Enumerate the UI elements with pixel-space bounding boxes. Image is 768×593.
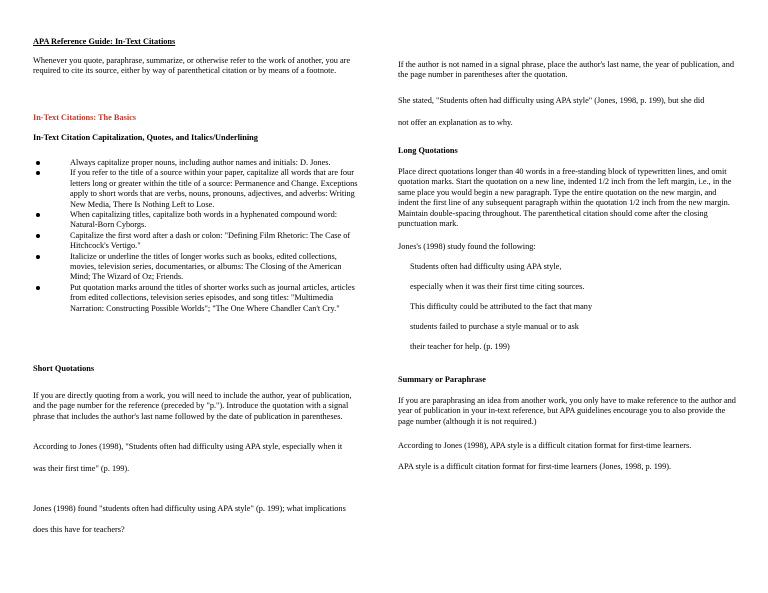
list-item: Capitalize the first word after a dash or colon: "Defining Film Rhetoric: The Case of Hitchcock's Vertigo." [33, 231, 363, 252]
list-item: When capitalizing titles, capitalize both words in a hyphenated compound word: Natural-Born Cyborgs. [33, 210, 363, 231]
block-quote-line: their teacher for help. (p. 199) [410, 342, 510, 351]
subsection-heading-capitalization: In-Text Citation Capitalization, Quotes, and Italics/Underlining [33, 133, 258, 142]
bullet-icon [36, 234, 40, 238]
list-item: Put quotation marks around the titles of shorter works such as journal articles, articles from edited collections, television series episodes, and song titles: "Multimedia Narration: Constructing Possible Worlds"; "The One Where Chandler Can't Cry." [33, 283, 363, 314]
list-item: Italicize or underline the titles of longer works such as books, edited collections, movies, television series, documentaries, or albums: The Closing of the American Mind; The Wizard of Oz; Friends. [33, 252, 363, 283]
summary-example-2: APA style is a difficult citation format for first-time learners (Jones, 1998, p. 199). [398, 462, 672, 471]
bullet-icon [36, 161, 40, 165]
block-quote-line: Students often had difficulty using APA style, [410, 262, 562, 271]
block-quote-line: This difficulty could be attributed to the fact that many [410, 302, 593, 311]
short-example-2-line-1: Jones (1998) found "students often had difficulty using APA style" (p. 199); what implications [33, 504, 346, 513]
block-quote-line: students failed to purchase a style manual or to ask [410, 322, 579, 331]
section-heading-short-quotations: Short Quotations [33, 364, 95, 373]
capitalization-rules-list [33, 158, 363, 314]
bullet-icon [36, 255, 40, 259]
short-example-1-line-1: According to Jones (1998), "Students often had difficulty using APA style, especially when it [33, 442, 343, 451]
long-quotations-paragraph: Place direct quotations longer than 40 words in a free-standing block of typewritten lines, and omit quotation marks. Start the quotation on a new line, indented 1/2 inch from the left margin, i.e., in the same place you would begin a new paragraph. Type the entire quotation on the new margin, and indent the first line of any subsequent paragraph within the quotation 1/2 inch from the new margin. Maintain double-spacing throughout. The parenthetical citation should come after the closing punctuation mark. [398, 167, 732, 229]
section-heading-basics: In-Text Citations: The Basics [33, 113, 137, 122]
summary-paragraph: If you are paraphrasing an idea from another work, you only have to make reference to the author and year of publication in your in-text reference, but APA guidelines encourage you to also provide the page number (although it is not required.) [398, 396, 736, 426]
section-heading-long-quotations: Long Quotations [398, 146, 458, 155]
section-heading-summary: Summary or Paraphrase [398, 375, 486, 384]
document-title: APA Reference Guide: In-Text Citations [33, 37, 176, 46]
short-example-2-line-2: does this have for teachers? [33, 525, 125, 534]
signal-example-line-1: She stated, "Students often had difficulty using APA style" (Jones, 1998, p. 199), but she did [398, 96, 705, 105]
long-intro-line: Jones's (1998) study found the following: [398, 242, 536, 251]
signal-phrase-paragraph: If the author is not named in a signal phrase, place the author's last name, the year of publication, and the page number in parentheses after the quotation. [398, 60, 735, 80]
list-item: If you refer to the title of a source within your paper, capitalize all words that are four letters long or greater within the title of a source: Permanence and Change. Exceptions apply to short words that are verbs, nouns, pronouns, adjectives, and adverbs: Writing New Media, There Is Nothing Left to Lose. [33, 168, 363, 210]
signal-example-line-2: not offer an explanation as to why. [398, 118, 513, 127]
summary-example-1: According to Jones (1998), APA style is a difficult citation format for first-time learners. [398, 441, 692, 450]
bullet-icon [36, 171, 40, 175]
bullet-icon [36, 213, 40, 217]
short-quotations-paragraph: If you are directly quoting from a work, you will need to include the author, year of publication, and the page number for the reference (preceded by "p."). Introduce the quotation with a signal phrase that includes the author's last name followed by the date of publication in parentheses. [33, 391, 352, 421]
intro-paragraph: Whenever you quote, paraphrase, summarize, or otherwise refer to the work of another, you are required to cite its source, either by way of parenthetical citation or by means of a footnote. [33, 56, 351, 76]
bullet-icon [36, 286, 40, 290]
short-example-1-line-2: was their first time" (p. 199). [33, 464, 130, 473]
list-item: Always capitalize proper nouns, including author names and initials: D. Jones. [33, 158, 363, 168]
block-quote-line: especially when it was their first time citing sources. [410, 282, 585, 291]
